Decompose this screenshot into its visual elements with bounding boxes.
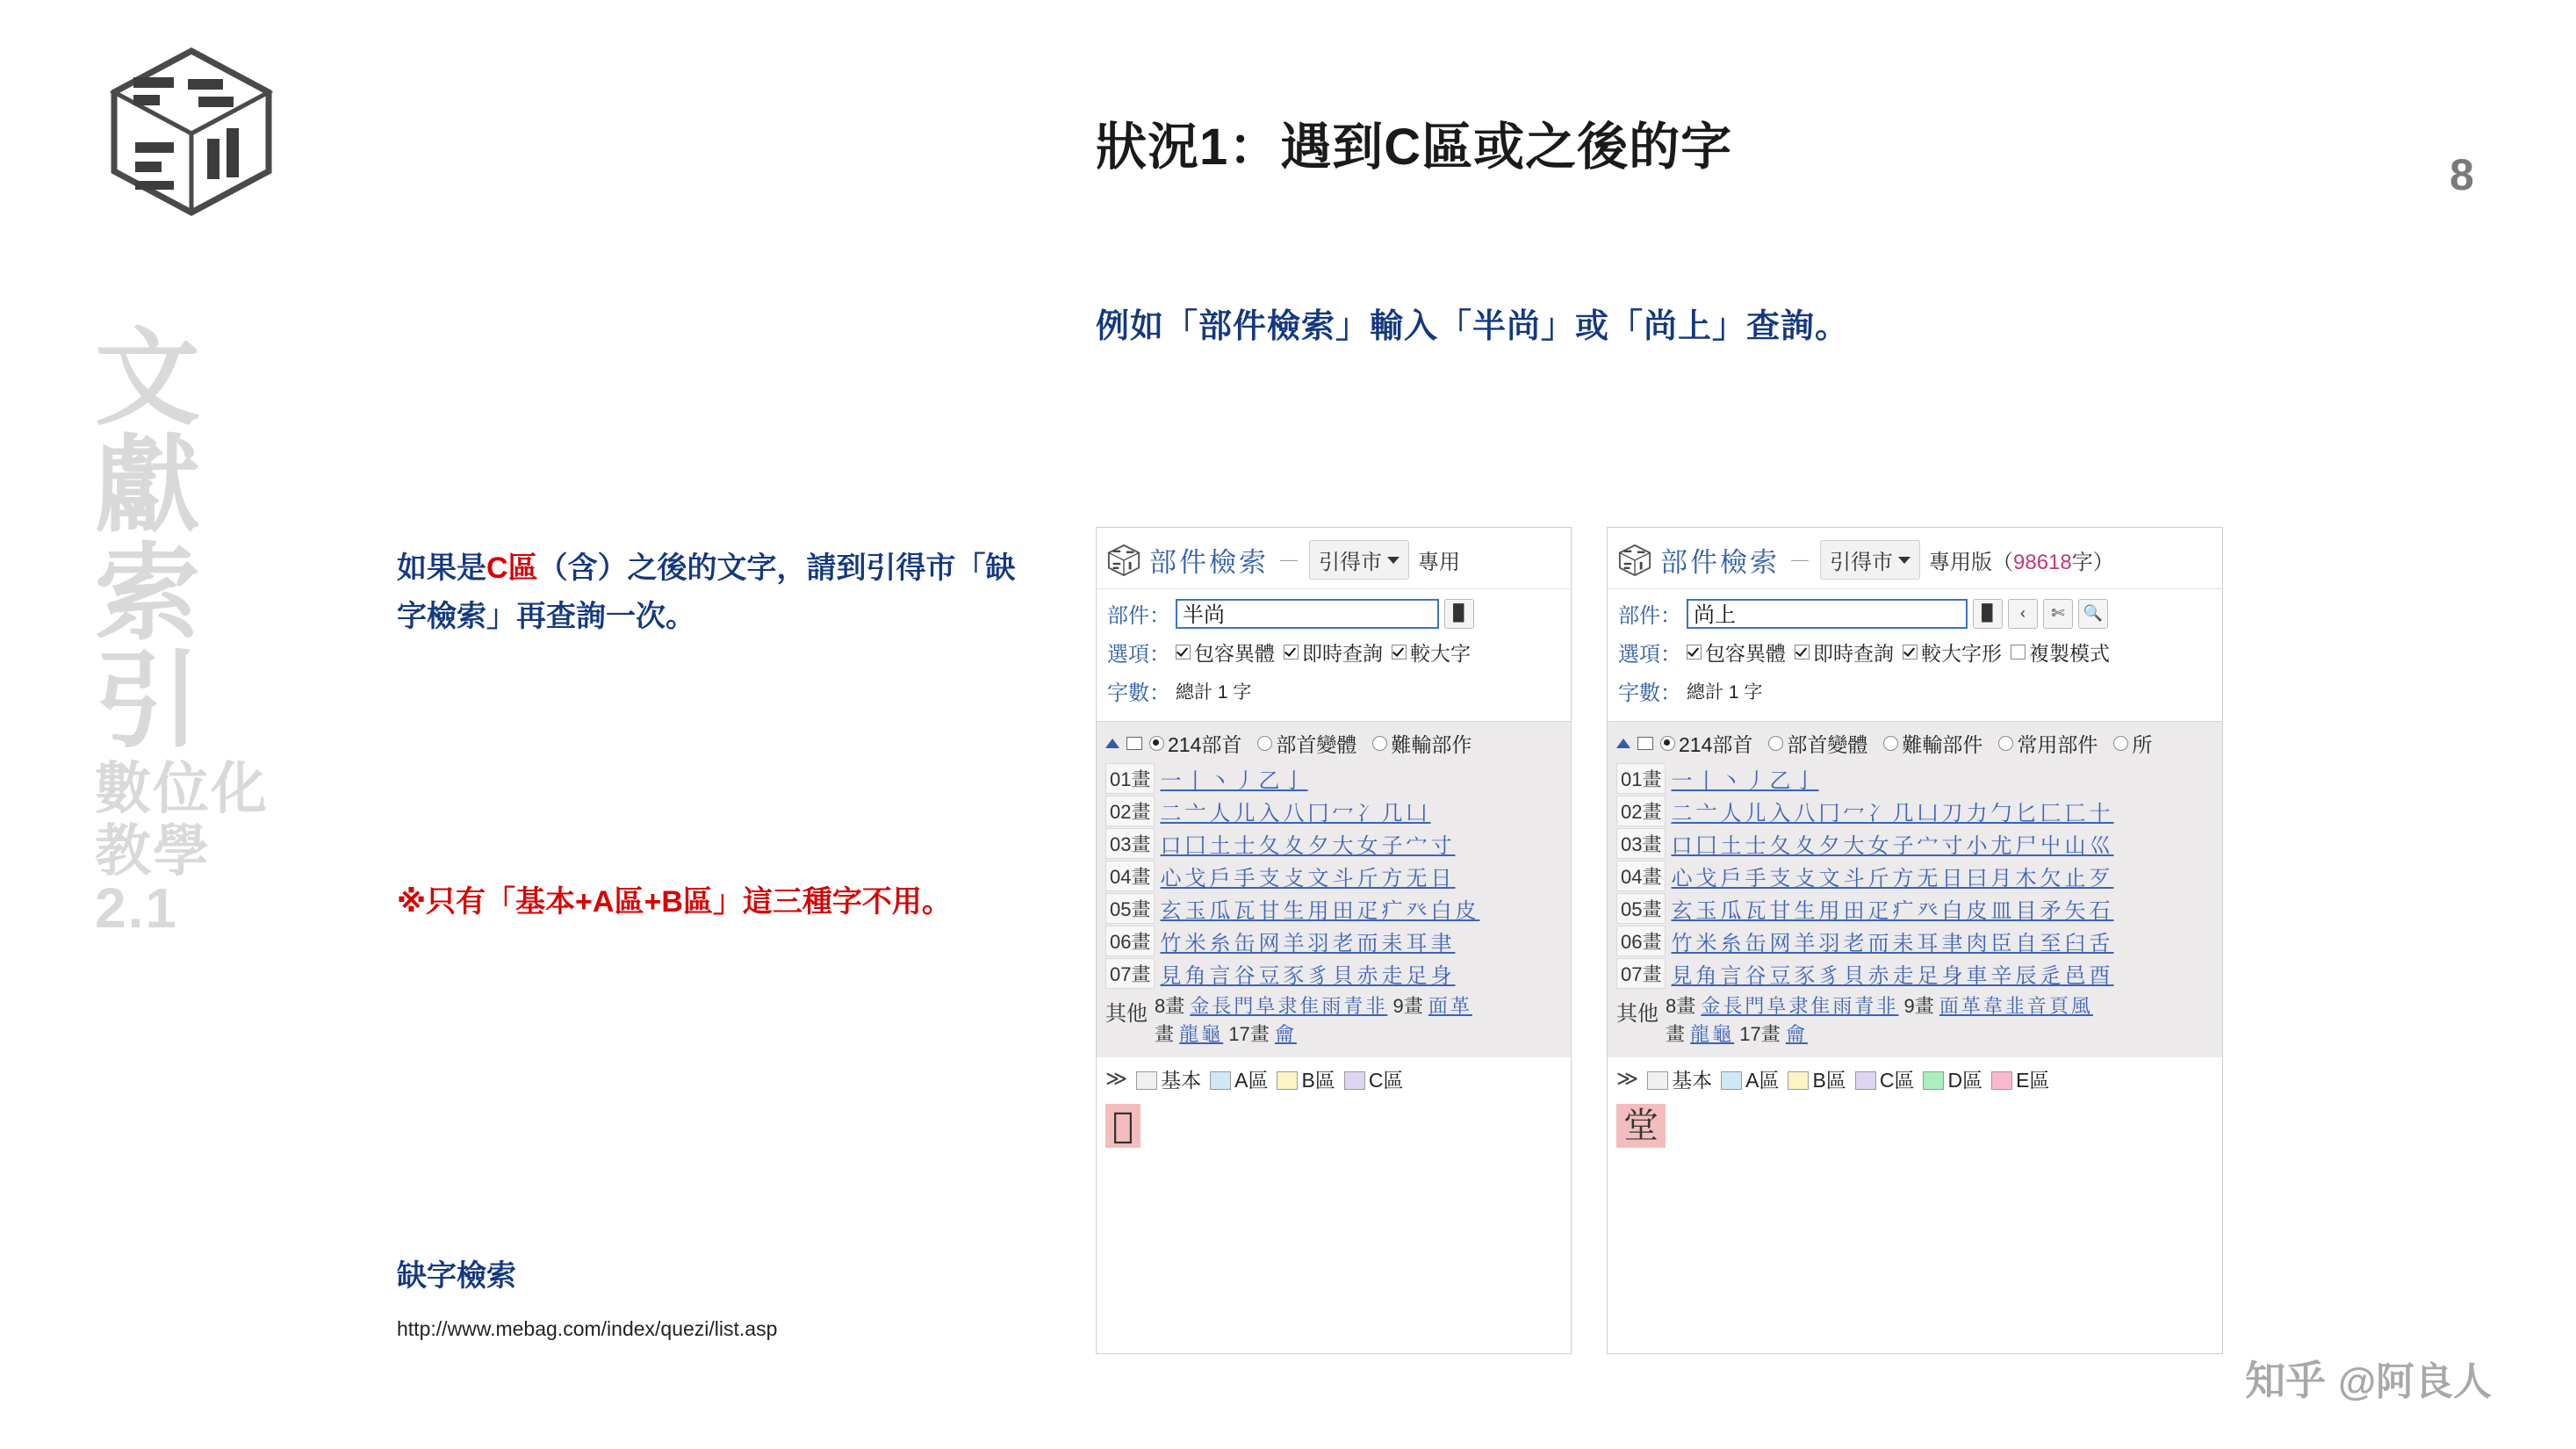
checkbox-icon[interactable] <box>1284 645 1299 660</box>
legend-item-d <box>1923 1064 1982 1093</box>
stroke-row[interactable] <box>1105 828 1562 859</box>
cube-logo-icon <box>1618 544 1651 577</box>
option-label: 較大字形 <box>1921 642 2002 665</box>
panel-header <box>1608 528 2222 589</box>
watermark-author: @阿良人 <box>2338 1360 2492 1403</box>
site-selector[interactable] <box>1309 540 1409 580</box>
other-seg-label: 畫 <box>1666 1022 1686 1045</box>
clear-button[interactable]: ▉ <box>1444 599 1474 629</box>
count-value: 總計 1 字 <box>1687 681 1763 703</box>
brand-vertical-title <box>95 320 306 941</box>
stroke-row[interactable] <box>1105 926 1562 956</box>
brand-char-1: 文 <box>95 320 202 437</box>
color-swatch <box>1788 1071 1809 1090</box>
screenshot-panel-left <box>1096 527 1572 1354</box>
stroke-chars[interactable]: 二亠人儿入八冂冖冫几凵刀力勹匕匚匸十 <box>1671 802 2114 825</box>
stroke-chars[interactable]: 心戈戶手支攴文斗斤方无日 <box>1160 867 1456 890</box>
mode-radical-variants[interactable] <box>1768 729 1867 758</box>
checkbox-icon[interactable] <box>1903 645 1918 660</box>
radio-icon[interactable] <box>1149 736 1164 751</box>
other-chars[interactable]: 龠 <box>1274 1022 1297 1045</box>
radio-icon[interactable] <box>1660 736 1675 751</box>
option-instant-search[interactable] <box>1284 638 1383 667</box>
other-chars[interactable]: 龠 <box>1785 1022 1808 1045</box>
cube-logo-icon <box>1107 544 1140 577</box>
component-field-row <box>1107 598 1560 629</box>
other-chars[interactable]: 龍龜 <box>1179 1022 1224 1045</box>
radical-picker <box>1608 722 2222 1057</box>
mode-label: 常用部件 <box>2017 733 2098 756</box>
stroke-label: 02畫 <box>1616 796 1666 826</box>
checkbox-icon[interactable] <box>1687 645 1702 660</box>
mode-label: 難輸部件 <box>1902 733 1983 756</box>
options-row <box>1107 637 1560 667</box>
legend-item-a <box>1721 1064 1779 1093</box>
option-label: 複製模式 <box>2029 642 2110 665</box>
stroke-chars[interactable]: 一丨丶丿乙亅 <box>1671 769 1819 793</box>
link-url[interactable]: http://www.mebag.com/index/quezi/list.asp <box>397 1317 778 1340</box>
checkbox-icon[interactable] <box>1176 645 1191 660</box>
options-label: 選項： <box>1107 643 1170 667</box>
checkbox-icon[interactable] <box>2011 645 2026 660</box>
legend-item-b <box>1788 1064 1846 1093</box>
brand-version: 2.1 <box>95 876 178 941</box>
expand-icon[interactable]: ≫ <box>1105 1066 1128 1091</box>
stroke-row[interactable] <box>1616 926 2213 956</box>
option-label: 包容異體 <box>1194 642 1275 665</box>
stroke-row[interactable] <box>1616 861 2213 891</box>
component-input[interactable]: 尚上 <box>1687 599 1968 629</box>
edition-count: 98618 <box>2013 551 2072 574</box>
other-chars[interactable]: 金長門阜隶隹雨青非 <box>1190 995 1388 1017</box>
site-selector-label: 引得市 <box>1319 551 1383 574</box>
other-chars[interactable]: 龍龜 <box>1690 1022 1735 1045</box>
result-area <box>1097 1100 1571 1157</box>
back-button[interactable]: ‹ <box>2008 599 2038 629</box>
stroke-label: 06畫 <box>1616 926 1666 956</box>
stroke-chars[interactable]: 一丨丶丿乙亅 <box>1160 769 1308 793</box>
other-seg-label: 17畫 <box>1228 1022 1270 1045</box>
body-paragraph <box>397 544 1038 641</box>
checkbox-icon[interactable] <box>1795 645 1810 660</box>
edition-label: 專用 <box>1418 551 1461 574</box>
mode-hard-components[interactable] <box>1372 729 1471 758</box>
other-seg-label: 9畫 <box>1392 995 1423 1017</box>
count-row <box>1618 675 2212 706</box>
brand-sub-2: 教學 <box>95 818 211 883</box>
component-field-label: 部件： <box>1107 604 1170 628</box>
count-row <box>1107 675 1560 706</box>
chevron-down-icon <box>1898 557 1910 564</box>
stroke-label: 06畫 <box>1105 926 1155 956</box>
page-title: 狀況1：遇到C區或之後的字 <box>1096 119 1733 176</box>
site-selector[interactable] <box>1820 540 1920 580</box>
clear-button[interactable]: ▉ <box>1973 599 2003 629</box>
legend-label: B區 <box>1812 1068 1846 1092</box>
option-large-glyph[interactable] <box>1903 638 2002 667</box>
stroke-row[interactable] <box>1616 893 2213 924</box>
option-label: 包容異體 <box>1705 642 1786 665</box>
site-selector-label: 引得市 <box>1830 551 1894 574</box>
watermark <box>2245 1349 2492 1407</box>
stroke-label: 07畫 <box>1616 958 1666 989</box>
expand-icon[interactable]: ≫ <box>1616 1066 1639 1091</box>
body-highlight: C區 <box>486 551 538 585</box>
stroke-label: 03畫 <box>1616 828 1666 859</box>
component-input[interactable]: 半尚 <box>1176 599 1439 629</box>
radio-icon[interactable] <box>1998 736 2013 751</box>
mode-radical-variants[interactable] <box>1257 729 1356 758</box>
stroke-row[interactable] <box>1105 861 1562 891</box>
stroke-chars[interactable]: 竹米糸缶网羊羽老而耒耳聿肉臣自至臼舌 <box>1671 932 2114 955</box>
option-large-glyph[interactable] <box>1392 638 1471 667</box>
body-rest: （含）之後的文字，請到引得市「缺字檢索」再查詢一次。 <box>397 551 1016 634</box>
body-prefix: 如果是 <box>397 551 486 585</box>
screenshot-panel-right <box>1607 527 2223 1354</box>
stroke-chars[interactable]: 心戈戶手支攴文斗斤方无日曰月木欠止歹 <box>1671 867 2114 890</box>
result-character[interactable]: 𡭜 <box>1105 1104 1140 1148</box>
brand-char-4: 引 <box>95 642 202 761</box>
stroke-row[interactable] <box>1105 796 1562 826</box>
watermark-site: 知乎 <box>2245 1358 2327 1403</box>
count-value: 總計 1 字 <box>1176 681 1252 703</box>
mode-all[interactable] <box>2113 729 2152 758</box>
stroke-label: 03畫 <box>1105 828 1155 859</box>
radical-mode-row <box>1105 729 1562 758</box>
radio-icon[interactable] <box>1372 736 1387 751</box>
zone-legend <box>1097 1057 1571 1100</box>
option-label: 即時查詢 <box>1302 642 1383 665</box>
link-label: 缺字檢索 <box>397 1259 516 1293</box>
legend-label: 基本 <box>1161 1068 1202 1092</box>
brand-char-2: 獻 <box>95 427 202 545</box>
stroke-chars[interactable]: 玄玉瓜瓦甘生用田疋疒癶白皮皿目矛矢石 <box>1671 899 2114 923</box>
legend-label: 基本 <box>1672 1068 1713 1092</box>
triangle-up-icon[interactable] <box>1105 739 1119 748</box>
other-chars[interactable]: 面革韋韭音頁風 <box>1939 995 2093 1017</box>
stroke-chars[interactable]: 二亠人儿入八冂冖冫几凵 <box>1160 802 1431 825</box>
color-swatch <box>1991 1071 2012 1090</box>
search-fields <box>1608 589 2222 719</box>
radical-picker <box>1097 722 1571 1057</box>
option-include-variants[interactable] <box>1687 638 1786 667</box>
edition-text: 專用版（ <box>1929 551 2014 574</box>
mode-label: 部首變體 <box>1276 733 1357 756</box>
component-field-label: 部件： <box>1618 604 1681 628</box>
stroke-label: 07畫 <box>1105 958 1155 989</box>
component-field-row <box>1618 598 2212 629</box>
color-swatch <box>1210 1071 1231 1090</box>
stroke-label: 05畫 <box>1616 893 1666 924</box>
result-area <box>1608 1100 2222 1157</box>
app-name: 部件檢索 <box>1660 547 1780 578</box>
legend-item-basic <box>1136 1064 1201 1093</box>
legend-item-c <box>1344 1064 1404 1093</box>
search-fields <box>1097 589 1571 719</box>
window-icon[interactable] <box>1637 737 1653 750</box>
stroke-row[interactable] <box>1616 763 2213 794</box>
other-radicals <box>1105 992 1562 1049</box>
zone-legend <box>1608 1057 2222 1100</box>
radical-mode-row <box>1616 729 2213 758</box>
checkbox-icon[interactable] <box>1392 645 1407 660</box>
option-include-variants[interactable] <box>1176 638 1275 667</box>
stroke-chars[interactable]: 竹米糸缶网羊羽老而耒耳聿 <box>1160 932 1456 955</box>
note-paragraph: ※只有「基本+A區+B區」這三種字不用。 <box>397 885 952 919</box>
color-swatch <box>1136 1071 1157 1090</box>
legend-item-b <box>1277 1064 1335 1093</box>
legend-item-e <box>1991 1064 2049 1093</box>
color-swatch <box>1277 1071 1298 1090</box>
legend-label: C區 <box>1879 1068 1915 1092</box>
window-icon[interactable] <box>1126 737 1142 750</box>
stroke-label: 05畫 <box>1105 893 1155 924</box>
stroke-row[interactable] <box>1616 828 2213 859</box>
other-chars[interactable]: 金長門阜隶隹雨青非 <box>1701 995 1899 1017</box>
color-swatch <box>1721 1071 1742 1090</box>
radio-icon[interactable] <box>2113 736 2128 751</box>
legend-label: B區 <box>1301 1068 1335 1092</box>
radio-icon[interactable] <box>1883 736 1898 751</box>
legend-label: C區 <box>1368 1068 1404 1092</box>
stroke-chars[interactable]: 玄玉瓜瓦甘生用田疋疒癶白皮 <box>1160 899 1480 923</box>
mode-label: 214部首 <box>1679 733 1753 756</box>
other-label: 其他 <box>1105 1002 1148 1026</box>
stroke-label: 04畫 <box>1616 861 1666 891</box>
other-seg-label: 17畫 <box>1739 1022 1781 1045</box>
legend-label: A區 <box>1745 1068 1780 1092</box>
stroke-label: 01畫 <box>1616 763 1666 794</box>
mode-label: 難輸部作 <box>1391 733 1472 756</box>
result-character[interactable]: 堂 <box>1616 1104 1666 1148</box>
option-instant-search[interactable] <box>1795 638 1894 667</box>
mode-label: 所 <box>2132 733 2153 756</box>
other-chars[interactable]: 面革 <box>1428 995 1472 1017</box>
chevron-down-icon <box>1387 557 1400 564</box>
header-dash: － <box>1277 548 1301 574</box>
app-name: 部件檢索 <box>1149 547 1269 578</box>
brand-char-3: 索 <box>95 534 202 652</box>
stroke-label: 01畫 <box>1105 763 1155 794</box>
other-radicals <box>1616 992 2213 1049</box>
mode-214-radicals[interactable] <box>1660 729 1752 758</box>
color-swatch <box>1647 1071 1668 1090</box>
other-seg-label: 8畫 <box>1155 995 1185 1017</box>
options-row <box>1618 637 2212 667</box>
search-icon[interactable]: 🔍 <box>2078 599 2108 629</box>
other-seg-label: 9畫 <box>1903 995 1934 1017</box>
page-number: 8 <box>2450 150 2474 199</box>
other-seg-label: 畫 <box>1155 1022 1175 1045</box>
mode-hard-components[interactable] <box>1883 729 1982 758</box>
header-dash: － <box>1788 548 1812 574</box>
legend-label: E區 <box>2016 1068 2050 1092</box>
triangle-up-icon[interactable] <box>1616 739 1630 748</box>
radio-icon[interactable] <box>1257 736 1272 751</box>
stroke-chars[interactable]: 口囗土士夂夊夕大女子宀寸 <box>1160 834 1456 858</box>
other-seg-label: 8畫 <box>1666 995 1696 1017</box>
other-label: 其他 <box>1616 1002 1659 1026</box>
stroke-row[interactable] <box>1105 958 1562 989</box>
stroke-label: 02畫 <box>1105 796 1155 826</box>
radio-icon[interactable] <box>1768 736 1783 751</box>
options-label: 選項： <box>1618 643 1681 667</box>
stroke-row[interactable] <box>1105 763 1562 794</box>
mode-214-radicals[interactable] <box>1149 729 1241 758</box>
stroke-chars[interactable]: 口囗土士夂夊夕大女子宀寸小尤尸屮山巛 <box>1671 834 2114 858</box>
option-copy-mode[interactable] <box>2011 638 2110 667</box>
legend-item-a <box>1210 1064 1268 1093</box>
stroke-chars[interactable]: 見角言谷豆豕豸貝赤走足身車辛辰辵邑酉 <box>1671 964 2114 988</box>
scissors-icon[interactable]: ✄ <box>2043 599 2073 629</box>
count-label: 字數： <box>1618 681 1681 705</box>
legend-label: D區 <box>1947 1068 1983 1092</box>
option-label: 即時查詢 <box>1813 642 1894 665</box>
legend-label: A區 <box>1234 1068 1269 1092</box>
mode-label: 214部首 <box>1168 733 1242 756</box>
color-swatch <box>1344 1071 1365 1090</box>
edition-suffix: 字） <box>2071 551 2114 574</box>
stroke-row[interactable] <box>1616 958 2213 989</box>
stroke-row[interactable] <box>1105 893 1562 924</box>
panel-header <box>1097 528 1571 589</box>
stroke-chars[interactable]: 見角言谷豆豕豸貝赤走足身 <box>1160 964 1456 988</box>
stroke-row[interactable] <box>1616 796 2213 826</box>
cube-logo-icon <box>104 44 279 220</box>
legend-item-basic <box>1647 1064 1712 1093</box>
color-swatch <box>1855 1071 1876 1090</box>
page-subtitle: 例如「部件檢索」輸入「半尚」或「尚上」查詢。 <box>1096 308 1850 345</box>
edition-label <box>1929 544 2114 575</box>
option-label: 較大字 <box>1410 642 1471 665</box>
legend-item-c <box>1855 1064 1915 1093</box>
mode-common-components[interactable] <box>1998 729 2097 758</box>
brand-sub-1: 數位化 <box>95 756 269 820</box>
color-swatch <box>1923 1071 1944 1090</box>
count-label: 字數： <box>1107 681 1170 705</box>
stroke-label: 04畫 <box>1105 861 1155 891</box>
mode-label: 部首變體 <box>1787 733 1868 756</box>
